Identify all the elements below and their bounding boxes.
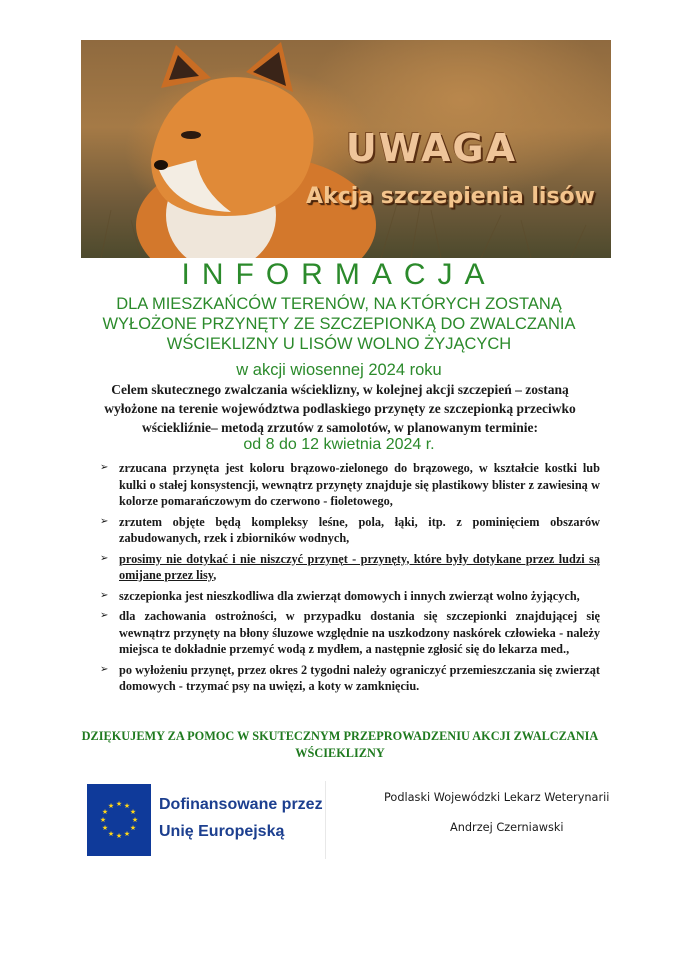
list-item <box>100 588 600 605</box>
arrow-bullet-icon: ➢ <box>100 515 109 527</box>
list-item-text: szczepionka jest nieszkodliwa dla zwierząt domowych i innych zwierząt wolno żyjących, <box>119 588 580 603</box>
banner-title: UWAGA <box>345 126 517 170</box>
eu-stars-icon <box>87 784 151 856</box>
list-item-text-tail: , <box>213 568 217 582</box>
list-item-text-underlined: prosimy nie dotykać i nie niszczyć przynęt - przynęty, które były dotykane przez ludzi są omijane przez lisy <box>119 551 600 582</box>
list-item-text: zrzutem objęte będą kompleksy leśne, pola, łąki, itp. z pominięciem obszarów zabudowanych, rzek i zbiorników wodnych, <box>119 514 600 545</box>
svg-text:★: ★ <box>107 802 115 810</box>
page-heading: INFORMACJA <box>181 258 497 291</box>
banner-subtitle: Akcja szczepienia lisów <box>306 184 595 209</box>
svg-text:★: ★ <box>131 816 139 824</box>
svg-text:★: ★ <box>123 830 131 838</box>
svg-text:★: ★ <box>101 808 109 816</box>
list-item <box>100 551 600 584</box>
svg-text:★: ★ <box>129 808 137 816</box>
arrow-bullet-icon: ➢ <box>100 589 109 601</box>
eu-logo <box>87 781 326 859</box>
list-item-text: po wyłożeniu przynęt, przez okres 2 tygodni należy ograniczyć przemieszczania się zwierząt domowych - trzymać psy na uwięzi, a koty w zamknięciu. <box>119 662 600 693</box>
list-item <box>100 514 600 547</box>
campaign-line: w akcji wiosennej 2024 roku <box>236 361 442 379</box>
svg-text:★: ★ <box>129 824 137 832</box>
thanks-note: DZIĘKUJEMY ZA POMOC W SKUTECZNYM PRZEPROWADZENIU AKCJI ZWALCZANIA WŚCIEKLIZNY <box>81 729 599 760</box>
signature-title: Podlaski Wojewódzki Lekarz Weterynarii <box>384 791 610 804</box>
list-item-text: dla zachowania ostrożności, w przypadku dostania się szczepionki znajdującej się wewnątrz przynęty na błony śluzowe względnie na uszkodzony naskórek człowieka - należy miejsca te dokładnie przemyć wodą z mydłem, a następnie zgłosić się do lekarza med., <box>119 609 600 656</box>
signature-name: Andrzej Czerniawski <box>450 821 564 834</box>
svg-text:★: ★ <box>99 816 107 824</box>
svg-text:★: ★ <box>107 830 115 838</box>
list-item <box>100 460 600 510</box>
arrow-bullet-icon: ➢ <box>100 552 109 564</box>
campaign-date: od 8 do 12 kwietnia 2024 r. <box>243 436 435 453</box>
subheading-line: WYŁOŻONE PRZYNĘTY ZE SZCZEPIONKĄ DO ZWALCZANIA <box>102 315 576 333</box>
eu-flag-icon <box>87 784 151 856</box>
arrow-bullet-icon: ➢ <box>100 462 109 473</box>
list-item <box>100 608 600 658</box>
arrow-bullet-icon: ➢ <box>100 610 109 621</box>
header-banner <box>81 40 611 258</box>
subheading-line: WŚCIEKLIZNY U LISÓW WOLNO ŻYJĄCYCH <box>166 335 512 353</box>
svg-text:★: ★ <box>101 824 109 832</box>
svg-text:★: ★ <box>115 832 123 840</box>
list-item-text: zrzucana przynęta jest koloru brązowo-zielonego do brązowego, w kształcie kostki lub kulki o stałej konsystencji, wewnątrz przynęty znajduje się plastikowy blister z zawiesiną w kolorze pomarańczowym do czerwono - fioletowego, <box>119 461 600 508</box>
arrow-bullet-icon: ➢ <box>100 663 109 675</box>
subheading-line: DLA MIESZKAŃCÓW TERENÓW, NA KTÓRYCH ZOSTANĄ <box>116 295 562 313</box>
eu-logo-line2: Unię Europejską <box>159 823 285 840</box>
info-list <box>100 460 600 699</box>
svg-text:★: ★ <box>115 800 123 808</box>
subheading <box>0 294 678 354</box>
svg-text:★: ★ <box>123 802 131 810</box>
eu-logo-text <box>159 791 323 845</box>
intro-paragraph: Celem skutecznego zwalczania wścieklizny, w kolejnej akcji szczepień – zostaną wyłożone na terenie województwa podlaskiego przynęty ze szczepionką przeciwko wściekliźnie– metodą zrzutów z samolotów, w planowanym terminie: <box>104 382 576 435</box>
list-item <box>100 662 600 695</box>
eu-logo-line1: Dofinansowane przez <box>159 796 323 813</box>
